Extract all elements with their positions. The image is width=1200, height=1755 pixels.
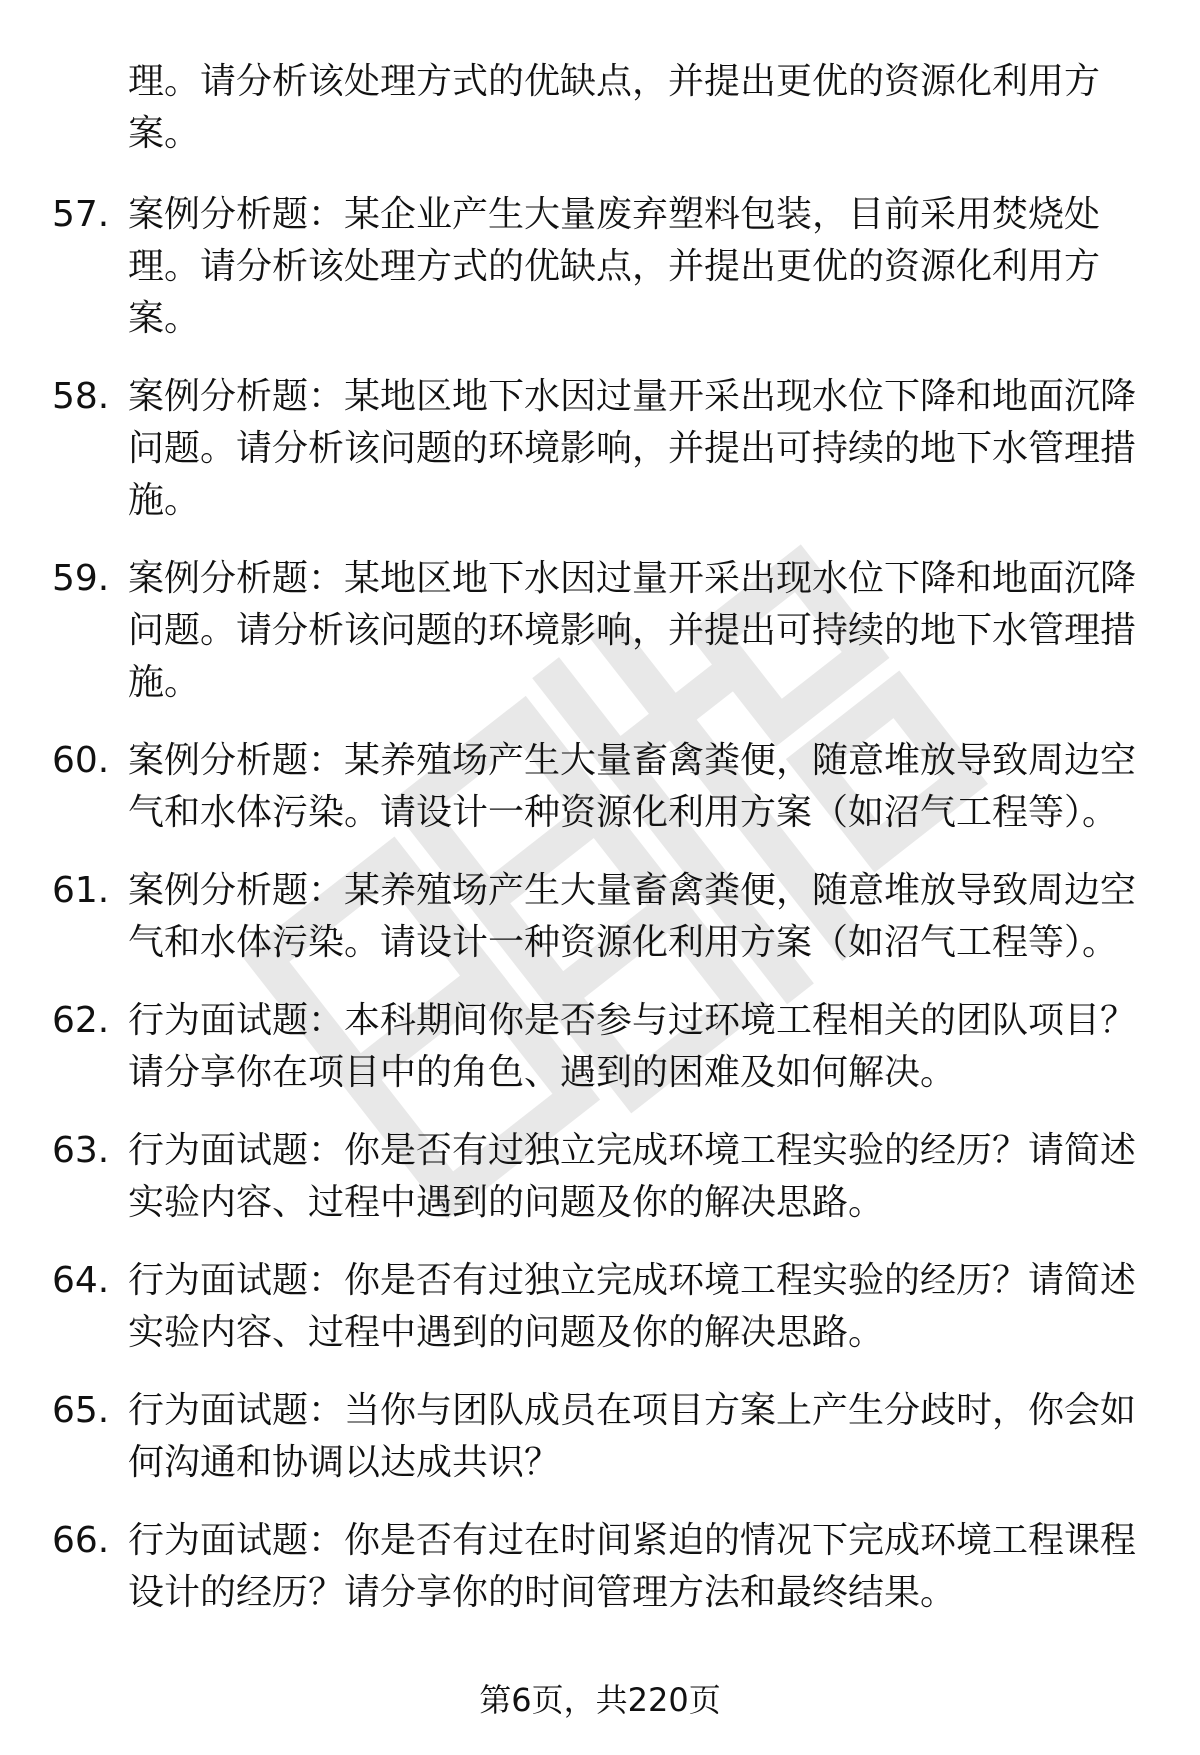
- question-text: 案例分析题：某养殖场产生大量畜禽粪便，随意堆放导致周边空气和水体污染。请设计一种资源化利用方案（如沼气工程等）。: [128, 740, 1137, 833]
- question-text: 行为面试题：本科期间你是否参与过环境工程相关的团队项目？请分享你在项目中的角色、遇到的困难及如何解决。: [128, 1000, 1137, 1093]
- question-text: 案例分析题：某养殖场产生大量畜禽粪便，随意堆放导致周边空气和水体污染。请设计一种资源化利用方案（如沼气工程等）。: [128, 870, 1137, 963]
- question-item: [0, 995, 1200, 1099]
- question-list: [0, 189, 1200, 1645]
- page-footer: 第6页，共220页: [479, 1681, 721, 1719]
- question-item: [0, 371, 1200, 527]
- question-item: [0, 735, 1200, 839]
- question-number: 61.: [52, 870, 110, 911]
- question-item: [0, 1515, 1200, 1619]
- question-number: 63.: [52, 1130, 110, 1171]
- question-text: 行为面试题：你是否有过独立完成环境工程实验的经历？请简述实验内容、过程中遇到的问题及你的解决思路。: [128, 1130, 1137, 1223]
- question-item: [0, 189, 1200, 345]
- question-number: 62.: [52, 1000, 110, 1041]
- question-item: [0, 1255, 1200, 1359]
- question-text: 行为面试题：当你与团队成员在项目方案上产生分歧时，你会如何沟通和协调以达成共识？: [128, 1390, 1137, 1483]
- question-text: 案例分析题：某地区地下水因过量开采出现水位下降和地面沉降问题。请分析该问题的环境影响，并提出可持续的地下水管理措施。: [128, 558, 1137, 703]
- question-number: 64.: [52, 1260, 110, 1301]
- question-item: [0, 553, 1200, 709]
- question-number: 58.: [52, 376, 110, 417]
- question-number: 57.: [52, 194, 110, 235]
- question-number: 66.: [52, 1520, 110, 1561]
- question-item: [0, 1125, 1200, 1229]
- question-item: [0, 1385, 1200, 1489]
- question-text: 案例分析题：某企业产生大量废弃塑料包装，目前采用焚烧处理。请分析该处理方式的优缺点，并提出更优的资源化利用方案。: [128, 194, 1101, 339]
- question-number: 65.: [52, 1390, 110, 1431]
- question-text: 行为面试题：你是否有过在时间紧迫的情况下完成环境工程课程设计的经历？请分享你的时间管理方法和最终结果。: [128, 1520, 1137, 1613]
- question-number: 59.: [52, 558, 110, 599]
- continuation-text: 理。请分析该处理方式的优缺点，并提出更优的资源化利用方案。: [128, 61, 1101, 154]
- question-text: 行为面试题：你是否有过独立完成环境工程实验的经历？请简述实验内容、过程中遇到的问题及你的解决思路。: [128, 1260, 1137, 1353]
- question-item: [0, 865, 1200, 969]
- question-text: 案例分析题：某地区地下水因过量开采出现水位下降和地面沉降问题。请分析该问题的环境影响，并提出可持续的地下水管理措施。: [128, 376, 1137, 521]
- question-number: 60.: [52, 740, 110, 781]
